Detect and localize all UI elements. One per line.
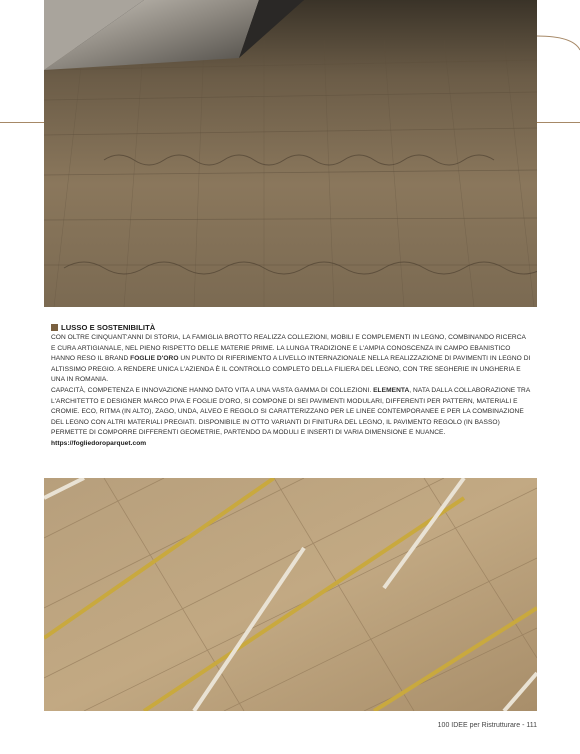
article-body <box>51 322 531 450</box>
heading-text: LUSSO E SOSTENIBILITÀ <box>61 323 156 332</box>
website-link[interactable]: https://fogliedoroparquet.com <box>51 439 147 447</box>
heading-square-icon <box>51 324 58 331</box>
photo-ritma-floor <box>44 0 537 307</box>
paragraph-history: CON OLTRE CINQUANT'ANNI DI STORIA, LA FAMIGLIA BROTTO REALIZZA COLLEZIONI, MOBILI E COMPLEMENTI IN LEGNO, COMBINANDO RICERCA E CURA ARTIGIANALE, NEL PIENO RISPETTO DELLE MATERIE PRIME. LA LUNGA TRADIZIONE E L'AMPIA CONOSCENZA IN CAMPO EBANISTICO HANNO RESO IL BRAND FOGLIE D'ORO UN PUNTO DI RIFERIMENTO A LIVELLO INTERNAZIONALE NELLA REALIZZAZIONE DI PAVIMENTI IN LEGNO DI ALTISSIMO PREGIO. A RENDERE UNICA L'AZIENDA È IL CONTROLLO COMPLETO DELLA FILIERA DEL LEGNO, CON TRE SEGHERIE IN UNGHERIA E UNA IN ROMANIA. <box>51 334 531 384</box>
decorative-arc <box>537 34 580 124</box>
photo-regolo-floor <box>44 478 537 711</box>
section-heading <box>51 322 531 333</box>
decorative-rule-left <box>0 122 44 123</box>
page-folio: 100 IDEE per Ristrutturare - 111 <box>437 722 537 729</box>
collection-name: ELEMENTA <box>373 386 410 394</box>
brand-name: FOGLIE D'ORO <box>130 355 179 363</box>
paragraph-collection: CAPACITÀ, COMPETENZA E INNOVAZIONE HANNO DATO VITA A UNA VASTA GAMMA DI COLLEZIONI. ELEMENTA, NATA DALLA COLLABORAZIONE TRA L'ARCHITETTO E DESIGNER MARCO PIVA E FOGLIE D'ORO, SI COMPONE DI SEI PAVIMENTI MODULARI, DIFFERENTI PER PATTERN, MATERIALI E CROMIE. ECO, RITMA (IN ALTO), ZAGO, UNDA, ALVEO E REGOLO SI CARATTERIZZANO PER LE LINEE CONTEMPORANEE E PER LA COMBINAZIONE DEL LEGNO CON ALTRI MATERIALI PREGIATI. DISPONIBILE IN OTTO VARIANTI DI FINITURA DEL LEGNO, IL PAVIMENTO REGOLO (IN BASSO) PERMETTE DI COMPORRE DIFFERENTI GEOMETRIE, PARTENDO DA MODULI E INSERTI DI VARIA DIMENSIONE E NUANCE. <box>51 386 530 437</box>
